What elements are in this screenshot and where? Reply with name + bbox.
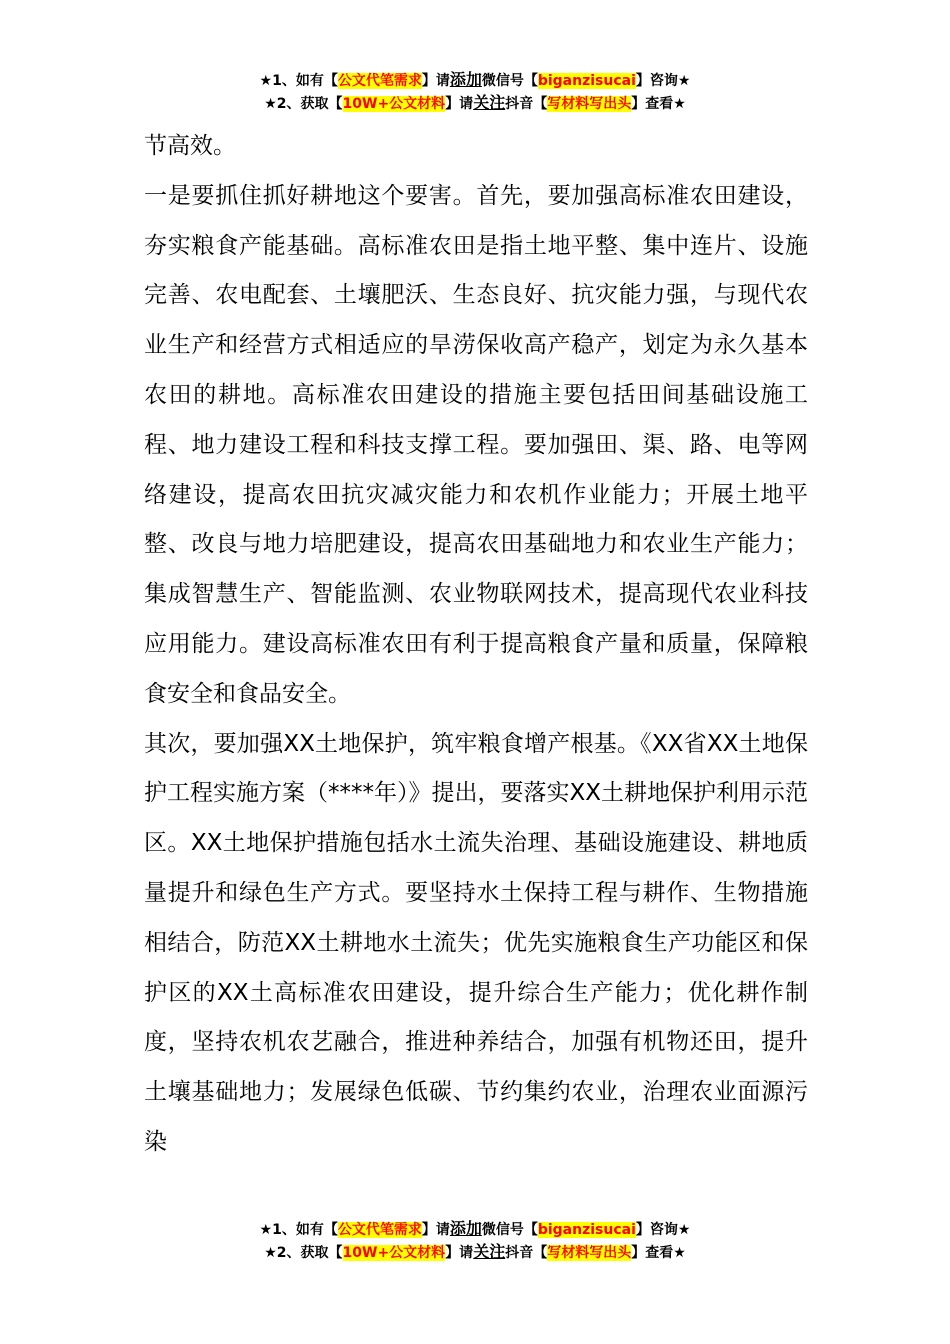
paragraph: 其次，要加强XX土地保护，筑牢粮食增产根基。《XX省XX土地保护工程实施方案（****年）》提出，要落实XX土耕地保护利用示范区。XX土地保护措施包括水土流失治理、基础设施建设、耕地质量提升和绿色生产方式。要坚持水土保持工程与耕作、生物措施相结合，防范XX土耕地水土流失；优先实施粮食生产功能区和保护区的XX土高标准农田建设，提升综合生产能力；优化耕作制度，坚持农机农艺融合，推进种养结合，加强有机物还田，提升土壤基础地力；发展绿色低碳、节约集约农业，治理农业面源污染 bbox=[144, 730, 809, 1155]
banner-text: 】请 bbox=[445, 1245, 474, 1261]
banner-douyin-name: 写材料写出头 bbox=[547, 1245, 632, 1261]
banner-text: 微信号【 bbox=[481, 1222, 538, 1238]
banner-text: 】咨询★ bbox=[635, 73, 691, 89]
banner-text: 】查看★ bbox=[631, 1245, 686, 1261]
banner-wechat-id: biganzisucai bbox=[537, 73, 636, 89]
banner-text: 】请 bbox=[421, 1222, 450, 1238]
banner-line-1 bbox=[0, 1218, 950, 1241]
banner-line-1 bbox=[0, 69, 950, 92]
banner-text: 】请 bbox=[445, 96, 474, 112]
banner-line-2 bbox=[0, 92, 950, 115]
banner-text: ★1、如有【 bbox=[259, 73, 338, 89]
banner-line-2 bbox=[0, 1241, 950, 1264]
document-body bbox=[144, 122, 808, 1168]
banner-text: 】请 bbox=[421, 73, 450, 89]
header-ad-banner bbox=[0, 69, 950, 115]
banner-douyin-name: 写材料写出头 bbox=[547, 96, 632, 112]
banner-underlined-text: 添加 bbox=[449, 1219, 482, 1238]
banner-text: 抖音【 bbox=[505, 96, 548, 112]
banner-text: ★2、获取【 bbox=[264, 1245, 343, 1261]
banner-wechat-id: biganzisucai bbox=[537, 1222, 636, 1238]
banner-underlined-text: 关注 bbox=[473, 93, 506, 112]
banner-underlined-text: 添加 bbox=[449, 70, 482, 89]
banner-highlight: 公文代笔需求 bbox=[337, 1222, 422, 1238]
footer-ad-banner bbox=[0, 1218, 950, 1264]
banner-highlight: 10W+公文材料 bbox=[342, 96, 446, 112]
banner-highlight: 公文代笔需求 bbox=[337, 73, 422, 89]
banner-text: ★2、获取【 bbox=[264, 96, 343, 112]
banner-text: 】咨询★ bbox=[635, 1222, 691, 1238]
banner-text: 】查看★ bbox=[631, 96, 686, 112]
paragraph: 节高效。 bbox=[144, 133, 236, 159]
banner-text: 抖音【 bbox=[505, 1245, 548, 1261]
banner-text: 微信号【 bbox=[481, 73, 538, 89]
banner-text: ★1、如有【 bbox=[259, 1222, 338, 1238]
banner-underlined-text: 关注 bbox=[473, 1242, 506, 1261]
paragraph: 一是要抓住抓好耕地这个要害。首先，要加强高标准农田建设，夯实粮食产能基础。高标准农田是指土地平整、集中连片、设施完善、农电配套、土壤肥沃、生态良好、抗灾能力强，与现代农业生产和经营方式相适应的旱涝保收高产稳产，划定为永久基本农田的耕地。高标准农田建设的措施主要包括田间基础设施工程、地力建设工程和科技支撑工程。要加强田、渠、路、电等网络建设，提高农田抗灾减灾能力和农机作业能力；开展土地平整、改良与地力培肥建设，提高农田基础地力和农业生产能力；集成智慧生产、智能监测、农业物联网技术，提高现代农业科技应用能力。建设高标准农田有利于提高粮食产量和质量，保障粮食安全和食品安全。 bbox=[144, 182, 808, 707]
banner-highlight: 10W+公文材料 bbox=[342, 1245, 446, 1261]
